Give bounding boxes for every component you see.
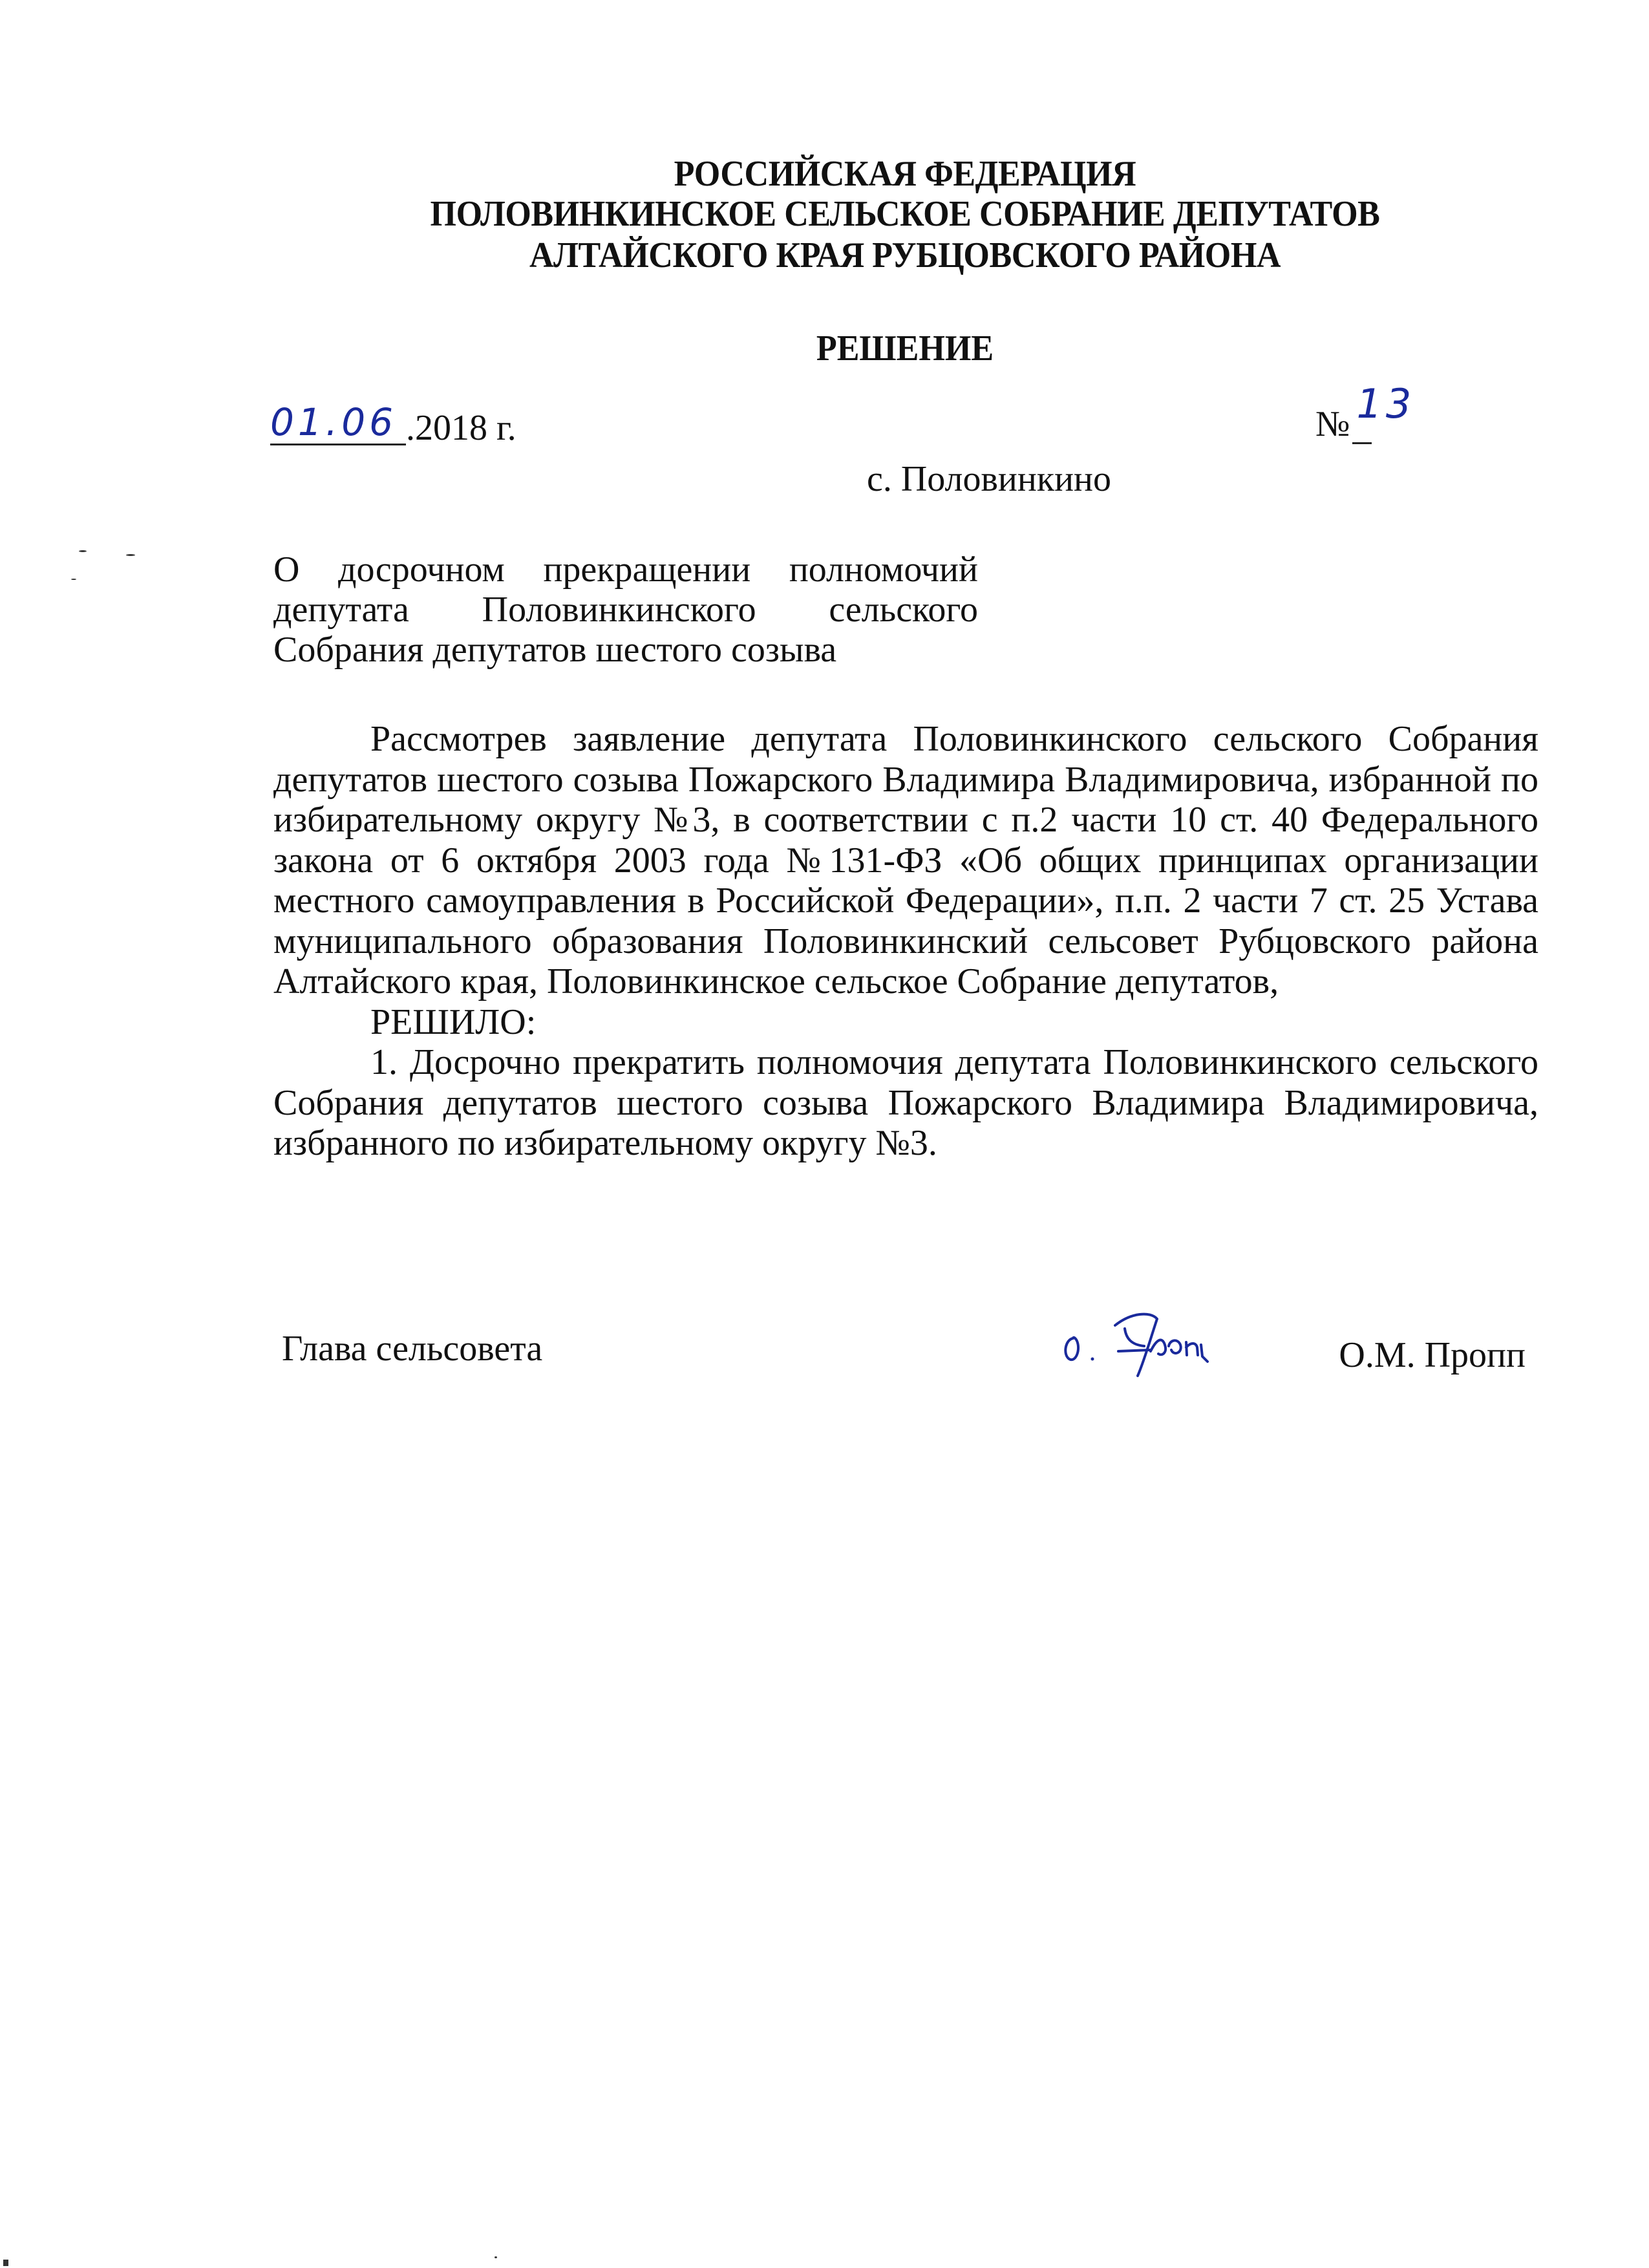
header-council: ПОЛОВИНКИНСКОЕ СЕЛЬСКОЕ СОБРАНИЕ ДЕПУТАТОВ [430,194,1380,234]
document-type-title: РЕШЕНИЕ [816,328,994,369]
number-field [1352,380,1416,444]
handwritten-date: 01.06 [270,403,406,445]
resolved-label: РЕШИЛО: [370,1001,537,1042]
preamble-paragraph: Рассмотрев заявление депутата Половинкинского сельского Собрания депутатов шестого созыва Пожарского Владимира Владимировича, избранной по избирательному округу №3, в соответствии с п.2 части 10 ст. 40 Федерального закона от 6 октября 2003 года №131-ФЗ «Об общих принципах организации местного самоуправления в Российской Федерации», п.п. 2 части 7 ст. 25 Устава муниципального образования Половинкинский сельсовет Рубцовского района Алтайского края, Половинкинское сельское Собрание депутатов, [273,719,1538,1001]
scan-artifact [3,2260,8,2266]
document-date [270,400,516,448]
handwritten-number: 13 [1356,380,1416,427]
scan-artifact [495,2256,497,2258]
scan-artifact [79,550,87,552]
place-of-issue: с. Половинкино [866,459,1112,499]
header-region: АЛТАЙСКОГО КРАЯ РУБЦОВСКОГО РАЙОНА [529,235,1281,275]
date-year: .2018 г. [406,408,516,448]
signatory-name: О.М. Пропп [1339,1335,1526,1375]
handwritten-signature-icon [1054,1300,1248,1390]
document-number [1315,380,1416,444]
header-country: РОССИЙСКАЯ ФЕДЕРАЦИЯ [674,154,1136,194]
signature-block [278,1322,1538,1400]
scan-artifact [71,579,76,580]
document-body [273,719,1538,1164]
number-label: № [1315,404,1350,444]
scan-artifact [126,554,135,556]
document-subject: О досрочном прекращении полномочий депутата Половинкинского сельского Собрания депутатов шестого созыва [273,550,978,670]
signatory-role: Глава сельсовета [282,1329,543,1369]
resolution-item: 1. Досрочно прекратить полномочия депутата Половинкинского сельского Собрания депутатов шестого созыва Пожарского Владимира Владимировича, избранного по избирательному округу №3. [273,1042,1538,1163]
